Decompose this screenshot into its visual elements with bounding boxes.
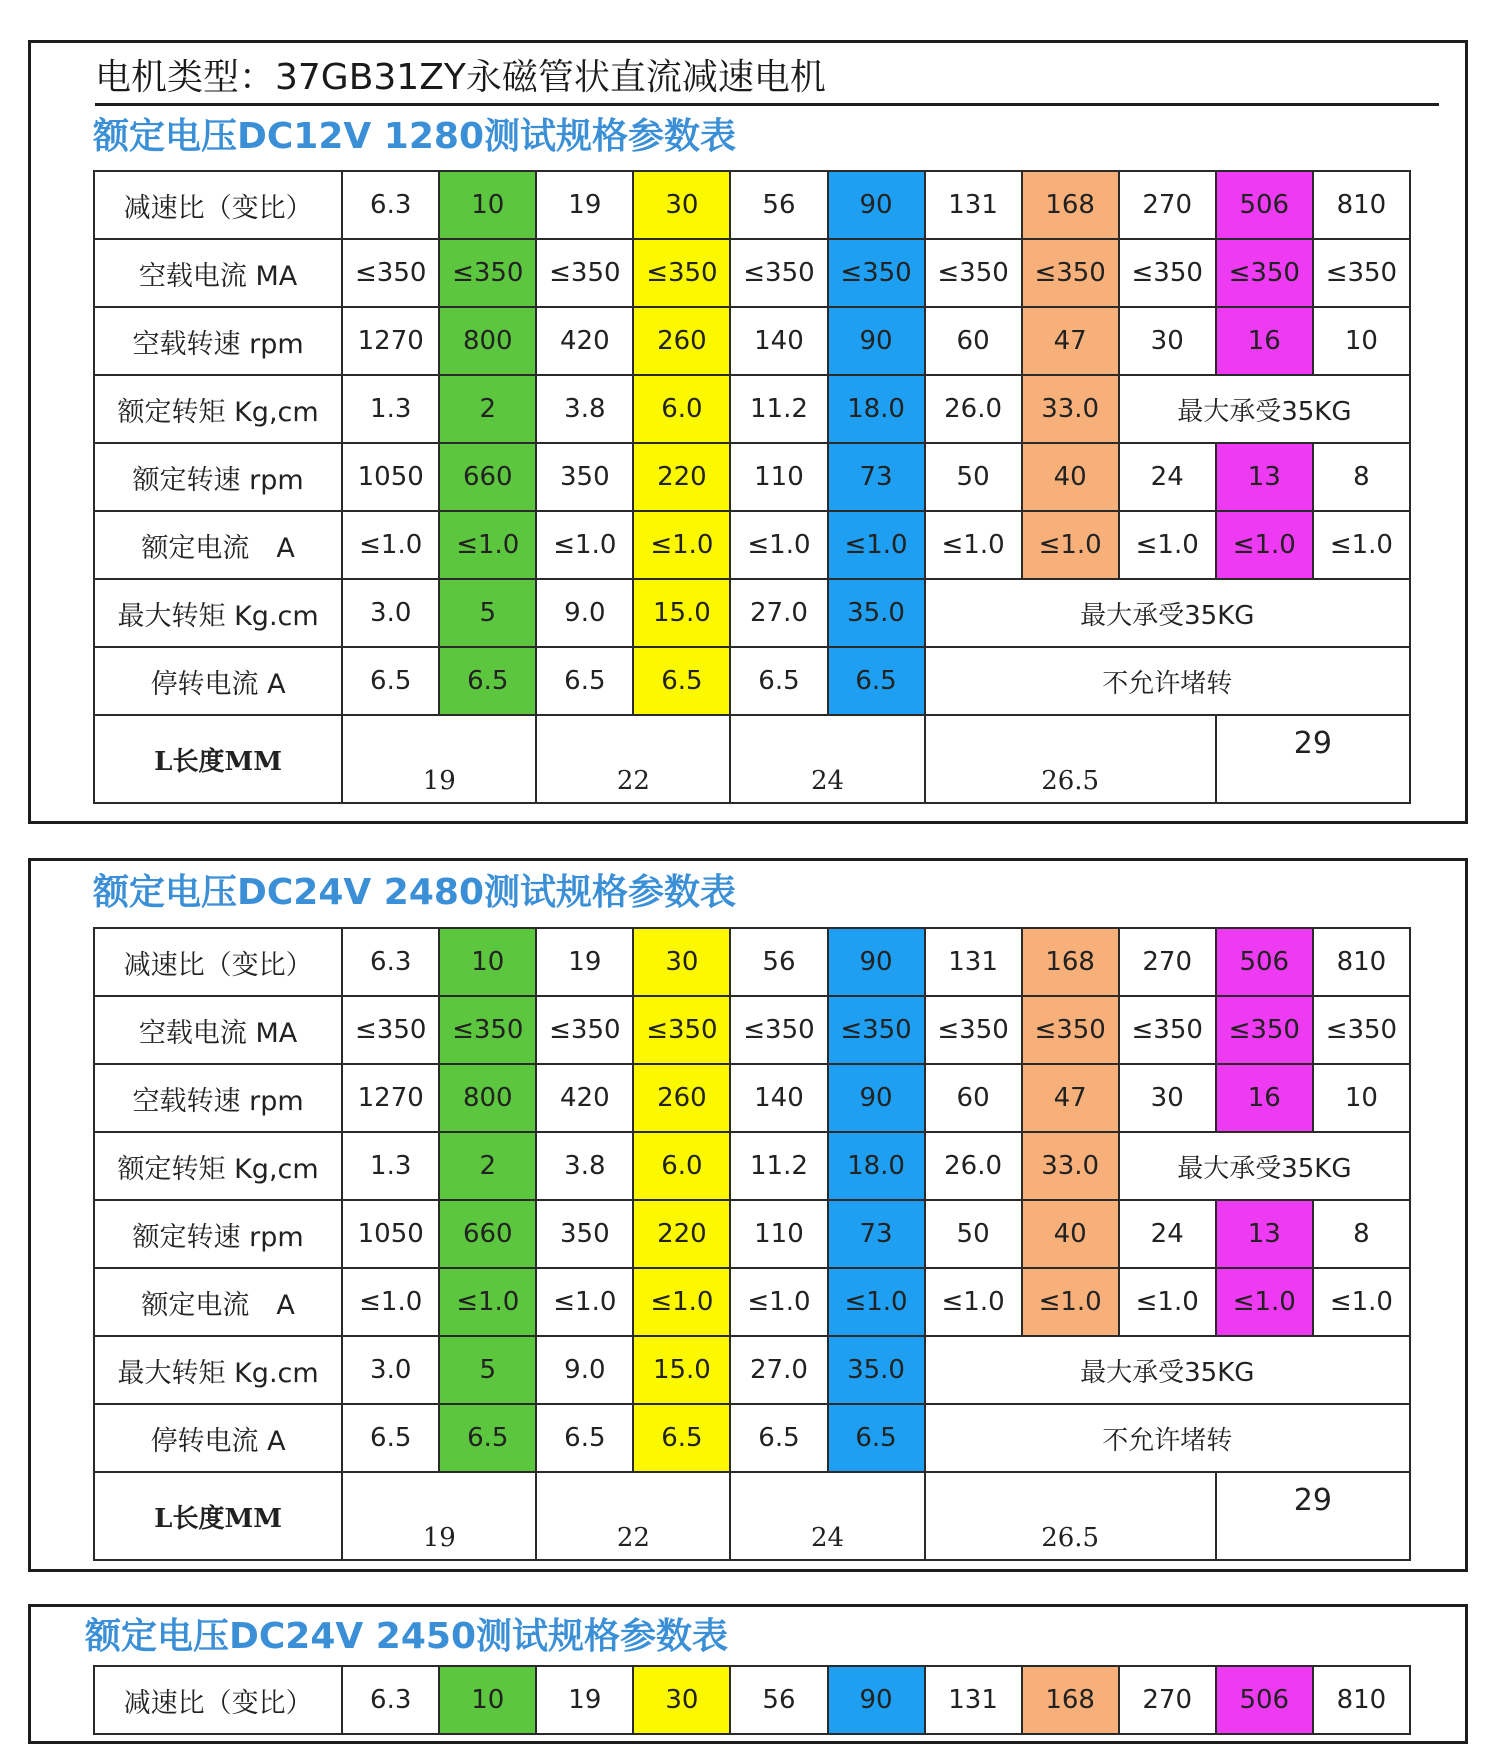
table-cell: 8 (1313, 1200, 1410, 1268)
length-label: L长度MM (94, 1472, 342, 1560)
table-cell: 270 (1119, 928, 1216, 996)
table-cell: 1050 (342, 1200, 439, 1268)
table-cell: ≤1.0 (633, 511, 730, 579)
table-row (94, 307, 1410, 375)
table-cell: 110 (730, 1200, 827, 1268)
table-cell: ≤1.0 (925, 1268, 1022, 1336)
table-cell: 810 (1313, 928, 1410, 996)
table-cell: 506 (1216, 171, 1313, 239)
table-cell: 33.0 (1022, 1132, 1119, 1200)
table-cell: ≤350 (925, 239, 1022, 307)
table-cell: 11.2 (730, 1132, 827, 1200)
table-cell: ≤1.0 (925, 511, 1022, 579)
spec-table (93, 170, 1411, 804)
table-cell: 110 (730, 443, 827, 511)
table-row (94, 171, 1410, 239)
table-cell: ≤1.0 (1216, 511, 1313, 579)
table-cell: 131 (925, 928, 1022, 996)
table-cell: 5 (439, 579, 536, 647)
table-cell: 30 (633, 1666, 730, 1734)
length-value: 26.5 (925, 1472, 1216, 1560)
row-label: 空载电流 MA (94, 239, 342, 307)
table-cell: 15.0 (633, 579, 730, 647)
table-cell: 9.0 (536, 579, 633, 647)
table-cell: 6.0 (633, 375, 730, 443)
row-label: 停转电流 A (94, 1404, 342, 1472)
table-title: 额定电压DC24V 2450测试规格参数表 (85, 1616, 728, 1657)
table-cell: 26.0 (925, 375, 1022, 443)
table-cell: 506 (1216, 1666, 1313, 1734)
table-title: 额定电压DC12V 1280测试规格参数表 (93, 116, 736, 157)
table-cell: 168 (1022, 1666, 1119, 1734)
spec-table (93, 1665, 1411, 1735)
table-cell: 56 (730, 1666, 827, 1734)
table-cell: ≤350 (633, 996, 730, 1064)
table-cell: ≤350 (1313, 996, 1410, 1064)
row-label: 空载转速 rpm (94, 307, 342, 375)
table-cell: 18.0 (828, 1132, 925, 1200)
table-row (94, 1666, 1410, 1734)
table-cell: 260 (633, 307, 730, 375)
table-cell: ≤1.0 (439, 1268, 536, 1336)
table-cell: ≤1.0 (439, 511, 536, 579)
row-label: 减速比（变比） (94, 171, 342, 239)
table-cell: ≤350 (828, 996, 925, 1064)
table-cell: ≤350 (536, 239, 633, 307)
table-cell: ≤350 (633, 239, 730, 307)
spec-panel-24v-2450 (28, 1604, 1468, 1744)
table-cell: ≤350 (828, 239, 925, 307)
spec-panel-24v-2480 (28, 858, 1468, 1572)
table-cell: ≤350 (439, 996, 536, 1064)
length-value: 22 (536, 1472, 730, 1560)
length-value: 22 (536, 715, 730, 803)
table-cell: ≤1.0 (1313, 1268, 1410, 1336)
table-cell: 660 (439, 1200, 536, 1268)
table-cell: 506 (1216, 928, 1313, 996)
table-cell: 60 (925, 1064, 1022, 1132)
table-cell: 5 (439, 1336, 536, 1404)
table-cell: 16 (1216, 1064, 1313, 1132)
table-cell: ≤1.0 (1313, 511, 1410, 579)
table-cell: 6.5 (828, 647, 925, 715)
length-value: 29 (1216, 1472, 1410, 1560)
table-cell: ≤1.0 (1119, 511, 1216, 579)
row-label: 额定转矩 Kg,cm (94, 1132, 342, 1200)
row-label: 空载转速 rpm (94, 1064, 342, 1132)
table-cell: 168 (1022, 171, 1119, 239)
table-cell: 2 (439, 1132, 536, 1200)
table-cell: 56 (730, 928, 827, 996)
table-cell: ≤1.0 (1119, 1268, 1216, 1336)
length-value: 19 (342, 715, 536, 803)
table-cell: 3.8 (536, 1132, 633, 1200)
table-cell: 13 (1216, 443, 1313, 511)
table-cell: 660 (439, 443, 536, 511)
merged-note-cell: 最大承受35KG (925, 1336, 1410, 1404)
table-cell: 1270 (342, 307, 439, 375)
table-cell: 24 (1119, 1200, 1216, 1268)
table-cell: ≤350 (342, 239, 439, 307)
table-cell: 1.3 (342, 375, 439, 443)
table-cell: 30 (633, 171, 730, 239)
row-label: 额定电流 A (94, 511, 342, 579)
table-cell: ≤1.0 (342, 511, 439, 579)
table-cell: 6.5 (439, 1404, 536, 1472)
table-cell: 30 (1119, 307, 1216, 375)
table-cell: 27.0 (730, 1336, 827, 1404)
row-label: 额定电流 A (94, 1268, 342, 1336)
table-row (94, 443, 1410, 511)
table-cell: 140 (730, 1064, 827, 1132)
table-row (94, 239, 1410, 307)
table-cell: 6.5 (828, 1404, 925, 1472)
table-cell: 800 (439, 307, 536, 375)
table-cell: 1270 (342, 1064, 439, 1132)
table-cell: 6.5 (633, 1404, 730, 1472)
table-cell: 220 (633, 1200, 730, 1268)
row-label: 减速比（变比） (94, 928, 342, 996)
spec-panel-12v-1280 (28, 40, 1468, 824)
row-label: 额定转速 rpm (94, 1200, 342, 1268)
table-cell: ≤350 (342, 996, 439, 1064)
table-cell: 10 (439, 1666, 536, 1734)
table-cell: ≤350 (439, 239, 536, 307)
table-cell: 350 (536, 1200, 633, 1268)
table-cell: 131 (925, 171, 1022, 239)
length-value: 29 (1216, 715, 1410, 803)
table-cell: ≤350 (730, 996, 827, 1064)
table-cell: 50 (925, 443, 1022, 511)
table-row (94, 1404, 1410, 1472)
table-cell: 2 (439, 375, 536, 443)
table-cell: 9.0 (536, 1336, 633, 1404)
table-cell: ≤1.0 (1022, 511, 1119, 579)
table-row (94, 511, 1410, 579)
table-cell: 6.5 (342, 1404, 439, 1472)
table-cell: ≤350 (536, 996, 633, 1064)
table-cell: 6.5 (730, 1404, 827, 1472)
table-cell: ≤350 (1216, 239, 1313, 307)
merged-note-cell: 不允许堵转 (925, 647, 1410, 715)
table-cell: 73 (828, 1200, 925, 1268)
length-row (94, 715, 1410, 803)
table-cell: ≤350 (1022, 239, 1119, 307)
table-cell: 47 (1022, 1064, 1119, 1132)
table-cell: 810 (1313, 1666, 1410, 1734)
table-cell: 30 (633, 928, 730, 996)
table-cell: 6.5 (342, 647, 439, 715)
table-cell: 19 (536, 928, 633, 996)
length-value: 19 (342, 1472, 536, 1560)
length-value: 24 (730, 1472, 924, 1560)
table-cell: ≤350 (1119, 996, 1216, 1064)
table-row (94, 996, 1410, 1064)
table-cell: 810 (1313, 171, 1410, 239)
table-cell: 10 (1313, 307, 1410, 375)
table-cell: 168 (1022, 928, 1119, 996)
table-row (94, 1132, 1410, 1200)
row-label: 额定转速 rpm (94, 443, 342, 511)
table-cell: 6.5 (536, 1404, 633, 1472)
table-cell: 90 (828, 1666, 925, 1734)
table-title: 额定电压DC24V 2480测试规格参数表 (93, 872, 736, 913)
table-cell: 3.0 (342, 1336, 439, 1404)
table-row (94, 1200, 1410, 1268)
table-row (94, 928, 1410, 996)
table-row (94, 1336, 1410, 1404)
table-cell: 10 (1313, 1064, 1410, 1132)
table-cell: 8 (1313, 443, 1410, 511)
table-cell: 3.8 (536, 375, 633, 443)
merged-note-cell: 最大承受35KG (925, 579, 1410, 647)
table-cell: 10 (439, 928, 536, 996)
table-cell: ≤1.0 (730, 1268, 827, 1336)
table-cell: 220 (633, 443, 730, 511)
table-cell: ≤1.0 (1022, 1268, 1119, 1336)
table-cell: 90 (828, 171, 925, 239)
table-cell: 60 (925, 307, 1022, 375)
table-cell: ≤1.0 (342, 1268, 439, 1336)
row-label: 空载电流 MA (94, 996, 342, 1064)
table-row (94, 375, 1410, 443)
row-label: 额定转矩 Kg,cm (94, 375, 342, 443)
table-cell: 16 (1216, 307, 1313, 375)
table-cell: 35.0 (828, 579, 925, 647)
table-cell: 6.5 (439, 647, 536, 715)
row-label: 停转电流 A (94, 647, 342, 715)
table-cell: 6.3 (342, 928, 439, 996)
table-cell: 420 (536, 307, 633, 375)
table-cell: 10 (439, 171, 536, 239)
table-cell: 3.0 (342, 579, 439, 647)
spec-table (93, 927, 1411, 1561)
table-cell: 420 (536, 1064, 633, 1132)
table-cell: ≤350 (1119, 239, 1216, 307)
table-row (94, 647, 1410, 715)
table-cell: 6.5 (730, 647, 827, 715)
table-cell: 73 (828, 443, 925, 511)
table-cell: 15.0 (633, 1336, 730, 1404)
table-cell: ≤350 (1216, 996, 1313, 1064)
table-cell: 270 (1119, 171, 1216, 239)
row-label: 最大转矩 Kg.cm (94, 1336, 342, 1404)
row-label: 最大转矩 Kg.cm (94, 579, 342, 647)
table-cell: 19 (536, 1666, 633, 1734)
table-cell: 260 (633, 1064, 730, 1132)
table-cell: 47 (1022, 307, 1119, 375)
table-cell: 6.5 (633, 647, 730, 715)
table-cell: 6.3 (342, 1666, 439, 1734)
length-value: 24 (730, 715, 924, 803)
table-cell: ≤1.0 (828, 1268, 925, 1336)
table-cell: ≤1.0 (633, 1268, 730, 1336)
table-cell: 270 (1119, 1666, 1216, 1734)
table-cell: 56 (730, 171, 827, 239)
table-cell: ≤350 (1022, 996, 1119, 1064)
table-cell: 90 (828, 928, 925, 996)
merged-note-cell: 最大承受35KG (1119, 375, 1410, 443)
table-cell: 26.0 (925, 1132, 1022, 1200)
table-cell: 800 (439, 1064, 536, 1132)
table-cell: 50 (925, 1200, 1022, 1268)
row-label: 减速比（变比） (94, 1666, 342, 1734)
table-cell: ≤350 (925, 996, 1022, 1064)
table-cell: 131 (925, 1666, 1022, 1734)
table-cell: 90 (828, 1064, 925, 1132)
table-cell: 19 (536, 171, 633, 239)
table-cell: 6.3 (342, 171, 439, 239)
table-cell: 35.0 (828, 1336, 925, 1404)
table-cell: 27.0 (730, 579, 827, 647)
table-cell: 33.0 (1022, 375, 1119, 443)
table-cell: ≤1.0 (1216, 1268, 1313, 1336)
table-cell: ≤350 (1313, 239, 1410, 307)
length-label: L长度MM (94, 715, 342, 803)
table-row (94, 1064, 1410, 1132)
merged-note-cell: 最大承受35KG (1119, 1132, 1410, 1200)
table-cell: 11.2 (730, 375, 827, 443)
table-cell: 90 (828, 307, 925, 375)
length-row (94, 1472, 1410, 1560)
table-cell: ≤1.0 (730, 511, 827, 579)
table-cell: 6.5 (536, 647, 633, 715)
table-cell: 40 (1022, 1200, 1119, 1268)
table-cell: 1.3 (342, 1132, 439, 1200)
table-row (94, 1268, 1410, 1336)
table-cell: 40 (1022, 443, 1119, 511)
table-cell: 140 (730, 307, 827, 375)
table-cell: ≤1.0 (536, 511, 633, 579)
table-cell: 13 (1216, 1200, 1313, 1268)
length-value: 26.5 (925, 715, 1216, 803)
table-cell: 1050 (342, 443, 439, 511)
table-cell: ≤1.0 (536, 1268, 633, 1336)
table-cell: ≤1.0 (828, 511, 925, 579)
motor-type-heading: 电机类型：37GB31ZY永磁管状直流减速电机 (95, 53, 1439, 106)
table-row (94, 579, 1410, 647)
table-cell: 24 (1119, 443, 1216, 511)
table-cell: 18.0 (828, 375, 925, 443)
table-cell: 30 (1119, 1064, 1216, 1132)
table-cell: 6.0 (633, 1132, 730, 1200)
table-cell: 350 (536, 443, 633, 511)
table-cell: ≤350 (730, 239, 827, 307)
merged-note-cell: 不允许堵转 (925, 1404, 1410, 1472)
